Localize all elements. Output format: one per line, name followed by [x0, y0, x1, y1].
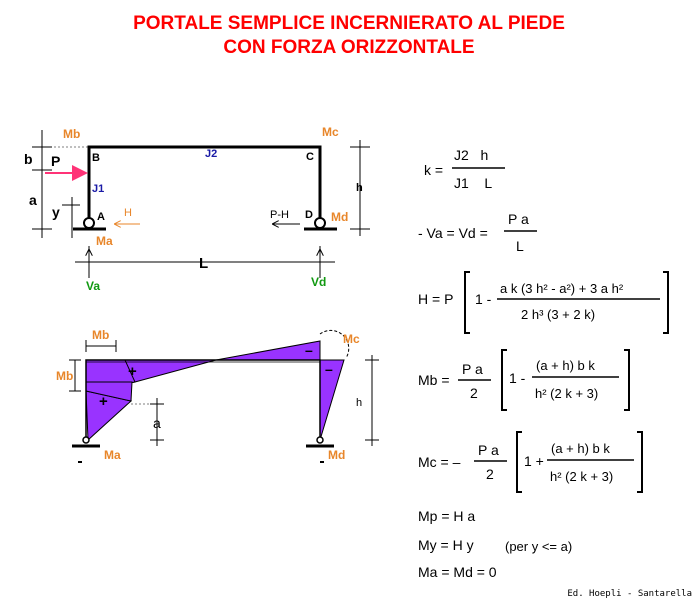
label-ph: P-H — [270, 209, 289, 221]
formula-mp: Mp = H a — [418, 508, 476, 524]
md-label-a: a — [153, 415, 161, 431]
credit-text: Ed. Hoepli - Santarella — [567, 589, 692, 599]
label-l: L — [199, 255, 209, 272]
label-md: Md — [331, 210, 349, 224]
formula-k-num: J2 h — [454, 147, 489, 163]
formula-mb-den: 2 — [470, 385, 478, 401]
label-y: y — [52, 204, 60, 220]
label-ma: Ma — [96, 234, 113, 248]
label-b: b — [24, 151, 33, 167]
formula-mb-num: P a — [462, 361, 483, 377]
hinge-a-icon — [84, 218, 94, 228]
label-h-dim: h — [356, 182, 363, 194]
md-label-h: h — [356, 397, 363, 409]
hinge-d-icon — [315, 218, 325, 228]
portal-frame — [24, 125, 370, 293]
formula-ma-md: Ma = Md = 0 — [418, 564, 497, 580]
md-label-mb: Mb — [92, 328, 110, 342]
formula-mb-one: 1 - — [509, 370, 526, 386]
md-label-md: Md — [328, 448, 346, 462]
formula-mc-iden: h² (2 k + 3) — [550, 469, 614, 484]
label-h-reaction: H — [124, 207, 132, 219]
formula-h-num: a k (3 h² - a²) + 3 a h² — [500, 281, 624, 296]
formula-mc-num: P a — [478, 442, 499, 458]
formula-my-condition: (per y <= a) — [505, 539, 573, 554]
md-label-mc: Mc — [343, 332, 360, 346]
label-c-node: C — [306, 151, 314, 163]
formula-mb-inum: (a + h) b k — [536, 358, 595, 373]
md-label-ma: Ma — [104, 448, 121, 462]
moment-diagram — [56, 328, 379, 462]
label-a-node: A — [97, 211, 105, 223]
formula-mc-inum: (a + h) b k — [551, 441, 610, 456]
formula-mc-lhs: Mc = – — [418, 454, 461, 470]
formula-h-lhs: H = P — [418, 291, 454, 307]
md-sign-plus-beam: + — [128, 363, 137, 380]
md-sign-minus-beam: – — [305, 342, 313, 358]
formula-mb-iden: h² (2 k + 3) — [535, 386, 599, 401]
formula-h-one: 1 - — [475, 291, 492, 307]
title-line-2: CON FORZA ORIZZONTALE — [223, 37, 475, 58]
formula-mb-lhs: Mb = — [418, 372, 450, 388]
label-d-node: D — [305, 209, 313, 221]
formula-k-lhs: k = — [424, 162, 444, 178]
formulas — [418, 147, 668, 580]
formula-mc-one: 1 + — [524, 453, 544, 469]
label-j2: J2 — [205, 148, 218, 160]
formula-my: My = H y — [418, 537, 474, 553]
formula-h-den: 2 h³ (3 + 2 k) — [521, 307, 596, 322]
label-p: P — [51, 153, 61, 169]
label-vd: Vd — [311, 275, 327, 289]
formula-k-den: J1 L — [454, 175, 493, 191]
formula-va-num: P a — [508, 211, 529, 227]
formula-mc-den: 2 — [486, 466, 494, 482]
formula-va-lhs: - Va = Vd = — [418, 225, 488, 241]
label-a: a — [29, 192, 37, 208]
md-sign-plus-column: + — [99, 393, 108, 410]
label-j1: J1 — [92, 183, 105, 195]
label-va: Va — [86, 279, 101, 293]
label-mb: Mb — [63, 127, 81, 141]
title-line-1: PORTALE SEMPLICE INCERNIERATO AL PIEDE — [133, 13, 565, 34]
label-mc: Mc — [322, 125, 339, 139]
md-label-mb-side: Mb — [56, 369, 74, 383]
formula-va-den: L — [516, 238, 524, 254]
label-b-node: B — [92, 152, 100, 164]
md-sign-minus-column: – — [325, 361, 333, 377]
